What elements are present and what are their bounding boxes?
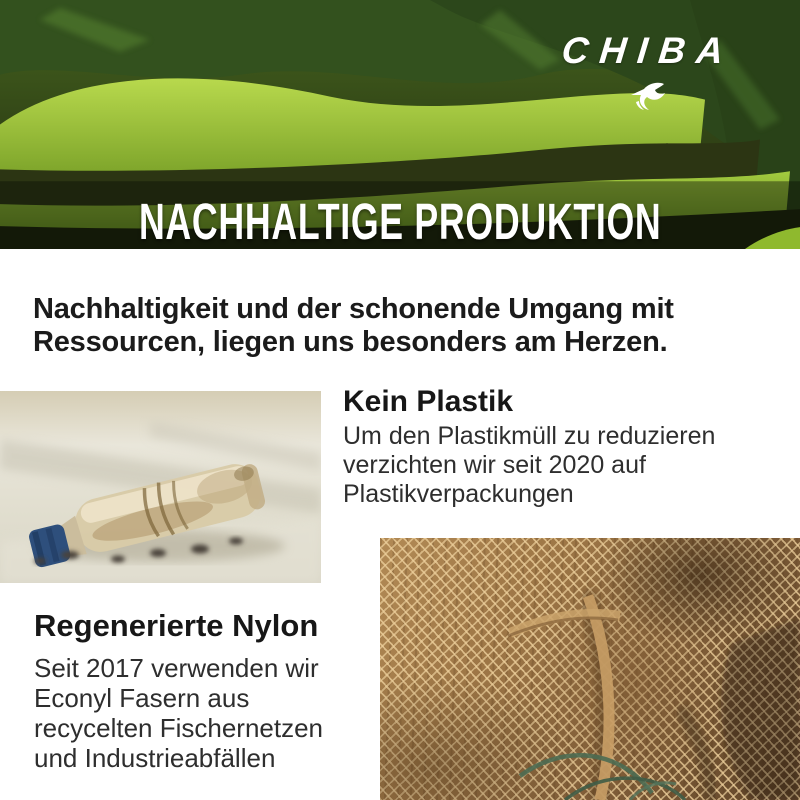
body-line: verzichten wir seit 2020 auf — [343, 451, 646, 479]
body-line: Um den Plastikmüll zu reduzieren — [343, 422, 716, 450]
intro-line: Nachhaltigkeit und der schonende Umgang mit — [33, 293, 674, 325]
section-kein-plastik — [343, 385, 773, 509]
section-title: Kein Plastik — [343, 385, 514, 418]
brand-logo — [538, 30, 758, 112]
body-line: und Industrieabfällen — [34, 743, 276, 773]
body-line: Seit 2017 verwenden wir — [34, 653, 319, 683]
intro-paragraph — [33, 293, 674, 359]
section-title: Regenerierte Nylon — [34, 608, 319, 643]
section-body — [34, 653, 379, 773]
body-line: Plastikverpackungen — [343, 480, 574, 508]
hero-heading-wrap — [0, 193, 800, 249]
section-body — [343, 422, 773, 509]
fishing-nets-photo — [380, 538, 800, 800]
body-line: Econyl Fasern aus — [34, 683, 250, 713]
page-title: NACHHALTIGE PRODUKTION — [138, 193, 662, 249]
panther-icon — [538, 82, 758, 112]
brand-wordmark: CHIBA — [559, 30, 737, 71]
section-regenerierte-nylon — [34, 608, 379, 773]
intro-line: Ressourcen, liegen uns besonders am Herzen. — [33, 326, 668, 358]
plastic-bottle-photo — [0, 391, 321, 583]
body-line: recycelten Fischernetzen — [34, 713, 324, 743]
hero-section — [0, 0, 800, 249]
